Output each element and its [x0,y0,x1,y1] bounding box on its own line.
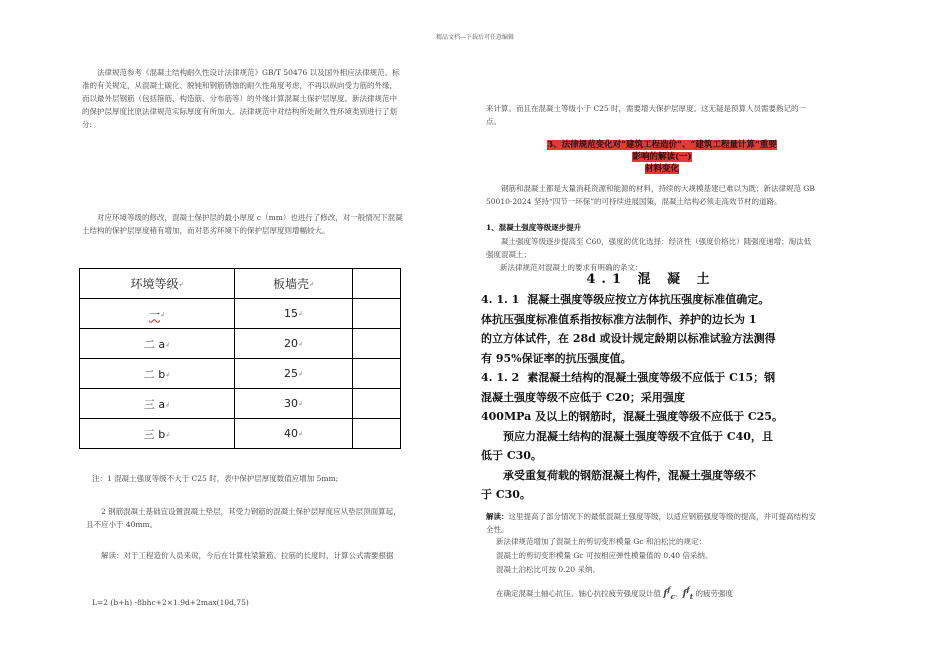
table-cell: 二 a [143,337,166,351]
right-paragraph-9: 在确定混凝土轴心抗压、轴心抗拉疲劳强度设计值 $f^f_c$、$f^f_t$ 的疲劳强度 [496,585,734,601]
fatigue-symbol-ft: $f^f_t$ [682,585,694,601]
table-cell: 25 [283,367,298,380]
interpretation-paragraph [486,510,818,536]
code-excerpt-image [481,270,821,503]
right-paragraph-6: 新法律规范增加了混凝土的剪切变形模量 Gc 和泊松比的规定： [496,537,706,546]
code-line [481,368,821,388]
page-header: 精品文档---下载后可任意编辑 [435,34,515,41]
table-row: 二 b↲ 25↲ [80,359,401,389]
fatigue-symbol-fc: $f^f_c$ [663,585,676,601]
code-line: 的立方体试件，在 28d 或设计规定龄期以标准试验方法测得 [481,332,776,345]
code-line [481,290,821,310]
code-section-heading: 4.1 混 凝 土 [586,272,716,287]
cover-thickness-table [79,268,401,449]
table-cell [353,329,401,359]
table-header-env: 环境等级 [130,277,179,291]
table-note-1: 注：1 混凝土强度等级不大于 C25 时，表中保护层厚度数值应增加 5mm; [92,474,339,483]
table-cell [353,389,401,419]
section-title-line-1: 3、法律规范变化对“建筑工程造价”、“建筑工程量计算”重要 [547,140,777,150]
table-cell [353,299,401,329]
table-cell: 20 [283,337,298,350]
interpretation-text: 这里提高了部分情况下的最低混凝土强度等级，以适应钢筋强度等级的提高，并可提高结构安全性。 [486,512,816,534]
code-line: 低于 C30。 [481,449,542,462]
right-paragraph-8: 混凝土泊松比可按 0.20 采纳。 [496,565,600,574]
table-row: 二 a↲ 20↲ [80,329,401,359]
fatigue-text-start: 在确定混凝土轴心抗压、轴心抗拉疲劳强度设计值 [496,589,661,598]
clause-number: 4. 1. 2 [481,371,520,384]
table-cell: 一 [148,307,160,321]
code-line: 体抗压强度标准值系指按标准方法制作、养护的边长为 1 [481,312,757,326]
section-title [505,139,819,175]
table-row: 一↲ 15↲ [80,299,401,329]
table-cell: 二 b [143,367,166,381]
code-line: 有 95%保证率的抗压强度值。 [481,351,632,365]
left-paragraph-2: 对应环境等级的修改，混凝土保护层的最小厚度 c（mm）也进行了修改，对一般情况下混凝土结构的保护层厚度稍有增加，而对恶劣环境下的保护层厚度则增幅较大。 [82,213,403,235]
section-title-line-2: 影响的解读(一) [632,152,692,162]
stirrup-length-formula: L=2 (b+h) -8bhc+2×1.9d+2max(10d,75) [92,598,249,607]
table-header-slab: 板墙壳 [272,277,309,291]
clause-number: 4. 1. 1 [481,293,520,306]
table-cell: 15 [283,307,298,320]
interpretation-label: 解读： [486,512,509,521]
fatigue-text-end: 的疲劳强度 [695,589,734,598]
table-cell: 三 a [143,397,166,411]
table-cell: 30 [283,397,298,410]
table-cell [353,359,401,389]
table-row: 三 b↲ 40↲ [80,419,401,449]
table-row: 三 a↲ 30↲ [80,389,401,419]
table-cell: 40 [283,427,298,440]
right-paragraph-3: 凝土强度等级逐步提高至 C60，强度的优化选择：经济性（强度价格比）随强度递增；淘汰低强度混凝土； [486,237,812,259]
table-cell [353,419,401,449]
table-note-2: 2 钢筋混凝土基础宜设置混凝土垫层，其受力钢筋的混凝土保护层厚度应从垫层顶面算起，且不应小于 40mm。 [86,507,401,529]
code-line: 承受重复荷载的钢筋混凝土构件，混凝土强度等级不 [503,468,756,482]
left-paragraph-1: 法律规范参考《混凝土结构耐久性设计法律规范》GB/T 50476 以及国外相应法律规范、标准的有关规定，从混凝土碳化、脱钝和钢筋锈蚀的耐久性角度考虑，不再以纵向受力筋的外缘，而以最外层钢筋（包括箍筋、构造筋、分布筋等）的外缘计算混凝土保护层厚度。新法律规范中的保护层厚度比原法律规范实际厚度有所加大。法律规范中对结构所处耐久性环境类别进行了划分: [82,68,400,129]
table-header-row: 环境等级↲ 板墙壳↲ [80,269,401,299]
right-paragraph-2: 钢筋和混凝土都是大量消耗资源和能源的材料，持续的大规模基建已难以为既；新法律规范 GB 50010-2024 坚持“四节一环保”的可持续进展国策，混凝土结构必须走高效节材的道路。 [486,184,815,206]
left-paragraph-3: 解读：对于工程造价人员来说，今后在计算柱梁箍筋、拉筋的长度时，计算公式需要根据 [101,551,394,560]
code-line: 预应力混凝土结构的混凝土强度等级不宜低于 C40，且 [503,429,773,443]
subheading-concrete-grade: 1、混凝土强度等级逐步提升 [486,223,582,232]
section-title-line-3: 材料变化 [644,164,679,174]
code-line: 于 C30。 [481,488,531,501]
right-paragraph-7: 混凝土的剪切变形模量 Gc 可按相应弹性模量值的 0.40 倍采纳。 [496,551,713,560]
clause-text: 混凝土强度等级应按立方体抗压强度标准值确定。 [527,293,770,306]
code-line: 混凝土强度等级不应低于 C20；采用强度 [481,390,685,404]
table-header-extra [353,269,401,299]
right-paragraph-4: 新法律规范对混凝土的要求有明确的条文： [500,263,643,272]
right-paragraph-1: 来计算。而且在混凝土等级小于 C25 时，需要增大保护层厚度。这无疑是预算人员需要熟记的一点。 [486,104,807,126]
code-line: 400MPa 及以上的钢筋时，混凝土强度等级不应低于 C25。 [481,410,783,423]
table-cell: 三 b [143,427,166,441]
clause-text: 素混凝土结构的混凝土强度等级不应低于 C15；钢 [527,371,776,384]
